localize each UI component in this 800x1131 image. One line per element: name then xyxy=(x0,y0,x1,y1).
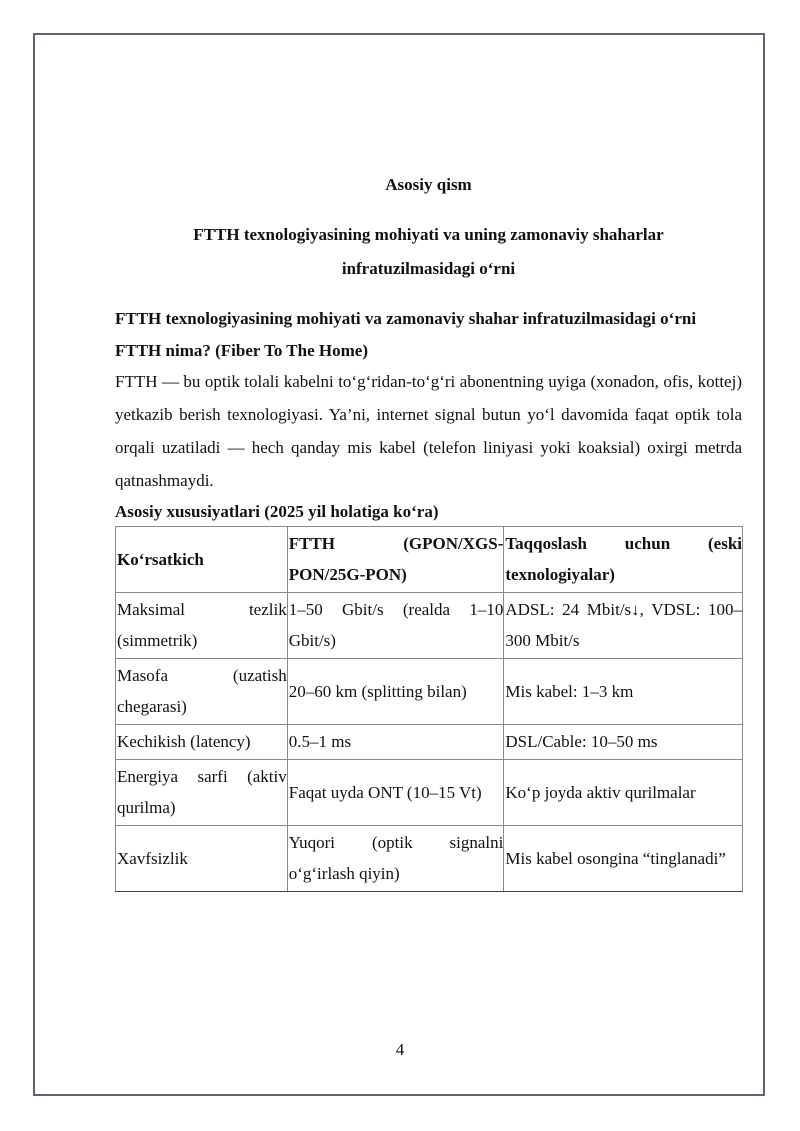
table-cell: Yuqori (optik signalni o‘g‘irlash qiyin) xyxy=(287,826,504,892)
section-title: Asosiy qism xyxy=(385,175,472,194)
table-cell: Mis kabel osongina “tinglanadi” xyxy=(504,826,743,892)
table-header-row xyxy=(116,527,743,593)
body-paragraph: FTTH — bu optik tolali kabelni to‘g‘ridan-to‘g‘ri abonentning uyiga (xonadon, ofis, kottej) yetkazib berish texnologiyasi. Ya’ni, internet signal butun yo‘l davomida faqat optik tola orqali uzatiladi — hech qanday mis kabel (telefon liniyasi yoki koaksial) oxirgi metrda qatnashmaydi. xyxy=(115,372,742,490)
table-row xyxy=(116,760,743,826)
features-table xyxy=(115,526,743,892)
table-cell: 0.5–1 ms xyxy=(287,725,504,760)
question-heading: FTTH nima? (Fiber To The Home) xyxy=(115,341,368,360)
table-cell: Kechikish (latency) xyxy=(116,725,288,760)
table-cell: Faqat uyda ONT (10–15 Vt) xyxy=(287,760,504,826)
table-cell: 20–60 km (splitting bilan) xyxy=(287,659,504,725)
table-caption: Asosiy xususiyatlari (2025 yil holatiga ko‘ra) xyxy=(115,502,439,521)
table-row xyxy=(116,725,743,760)
document-body xyxy=(115,168,742,892)
subtitle-line-2: infratuzilmasidagi o‘rni xyxy=(341,259,516,278)
table-header-cell: Ko‘rsatkich xyxy=(116,527,288,593)
table-cell: Masofa (uzatish chegarasi) xyxy=(116,659,288,725)
table-row xyxy=(116,659,743,725)
table-cell: ADSL: 24 Mbit/s↓, VDSL: 100–300 Mbit/s xyxy=(504,593,743,659)
table-cell: Xavfsizlik xyxy=(116,826,288,892)
table-row xyxy=(116,826,743,892)
chapter-subtitle xyxy=(115,218,742,286)
table-cell: Maksimal tezlik (simmetrik) xyxy=(116,593,288,659)
page-number: 4 xyxy=(395,1040,405,1059)
table-header-cell: Taqqoslash uchun (eski texnologiyalar) xyxy=(504,527,743,593)
table-cell: Mis kabel: 1–3 km xyxy=(504,659,743,725)
table-header-cell: FTTH (GPON/XGS-PON/25G-PON) xyxy=(287,527,504,593)
section-heading: FTTH texnologiyasining mohiyati va zamonaviy shahar infratuzilmasidagi o‘rni xyxy=(115,309,697,328)
table-cell: Energiya sarfi (aktiv qurilma) xyxy=(116,760,288,826)
table-row xyxy=(116,593,743,659)
table-cell: Ko‘p joyda aktiv qurilmalar xyxy=(504,760,743,826)
table-cell: 1–50 Gbit/s (realda 1–10 Gbit/s) xyxy=(287,593,504,659)
subtitle-line-1: FTTH texnologiyasining mohiyati va uning zamonaviy shaharlar xyxy=(193,225,664,244)
table-cell: DSL/Cable: 10–50 ms xyxy=(504,725,743,760)
